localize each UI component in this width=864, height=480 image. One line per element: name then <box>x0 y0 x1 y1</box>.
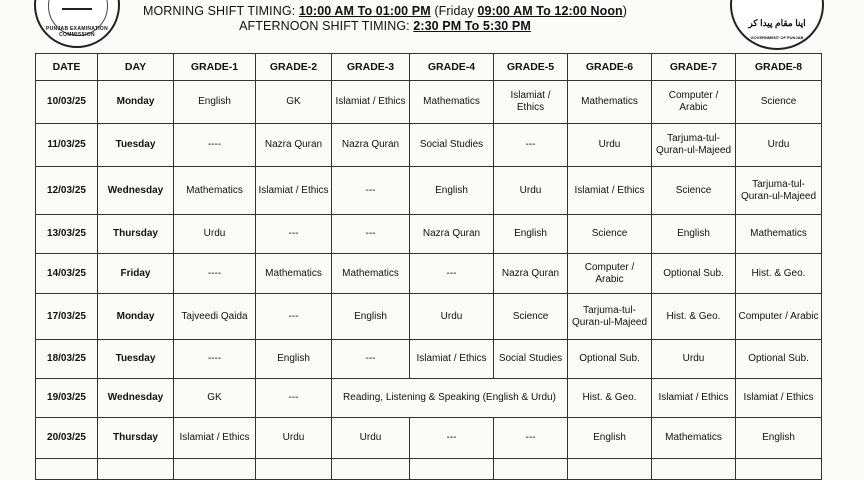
subject-cell: --- <box>410 254 494 294</box>
subject-cell: Optional Sub. <box>652 254 736 294</box>
morning-time: 10:00 AM To 01:00 PM <box>298 4 431 18</box>
empty-cell <box>494 459 568 480</box>
subject-cell: Islamiat / Ethics <box>174 418 256 459</box>
column-header: GRADE-4 <box>410 54 494 81</box>
table-row <box>36 167 822 215</box>
subject-cell: ---- <box>174 254 256 294</box>
empty-cell <box>736 459 822 480</box>
exam-schedule-table <box>35 53 822 480</box>
subject-cell: Urdu <box>494 167 568 215</box>
column-header: GRADE-2 <box>256 54 332 81</box>
subject-cell: --- <box>494 418 568 459</box>
column-header: GRADE-6 <box>568 54 652 81</box>
subject-cell: English <box>494 215 568 254</box>
empty-cell <box>568 459 652 480</box>
column-header: GRADE-5 <box>494 54 568 81</box>
empty-cell <box>652 459 736 480</box>
empty-cell <box>256 459 332 480</box>
subject-cell: ---- <box>174 124 256 167</box>
subject-cell: Hist. & Geo. <box>568 379 652 418</box>
subject-cell: Hist. & Geo. <box>652 294 736 340</box>
subject-cell: Science <box>568 215 652 254</box>
subject-cell: Optional Sub. <box>568 340 652 379</box>
empty-cell <box>174 459 256 480</box>
subject-cell: Islamiat / Ethics <box>410 340 494 379</box>
subject-cell: English <box>174 81 256 124</box>
subject-cell: Islamiat / Ethics <box>332 81 410 124</box>
subject-cell: --- <box>332 167 410 215</box>
friday-open: (Friday <box>430 4 478 18</box>
subject-cell: --- <box>256 379 332 418</box>
subject-cell: --- <box>410 418 494 459</box>
subject-cell: English <box>332 294 410 340</box>
subject-cell: Urdu <box>332 418 410 459</box>
subject-cell: Islamiat / Ethics <box>494 81 568 124</box>
subject-cell: Computer / Arabic <box>736 294 822 340</box>
subject-cell: English <box>410 167 494 215</box>
subject-cell: Social Studies <box>494 340 568 379</box>
subject-cell: Hist. & Geo. <box>736 254 822 294</box>
subject-cell: Tarjuma-tul-Quran-ul-Majeed <box>652 124 736 167</box>
column-header: GRADE-7 <box>652 54 736 81</box>
column-header: GRADE-3 <box>332 54 410 81</box>
subject-cell: ---- <box>174 340 256 379</box>
subject-cell: --- <box>256 215 332 254</box>
date-cell: 12/03/25 <box>36 167 98 215</box>
friday-time: 09:00 AM To 12:00 Noon <box>477 4 623 18</box>
date-cell: 17/03/25 <box>36 294 98 340</box>
subject-cell: Mathematics <box>410 81 494 124</box>
subject-cell: GK <box>174 379 256 418</box>
table-row <box>36 418 822 459</box>
empty-cell <box>98 459 174 480</box>
subject-cell: Science <box>736 81 822 124</box>
table-row <box>36 254 822 294</box>
day-cell: Wednesday <box>98 379 174 418</box>
empty-cell <box>36 459 98 480</box>
subject-cell: Science <box>652 167 736 215</box>
column-header: GRADE-8 <box>736 54 822 81</box>
subject-cell: Mathematics <box>736 215 822 254</box>
subject-cell: Mathematics <box>652 418 736 459</box>
subject-cell: Mathematics <box>332 254 410 294</box>
table-row <box>36 294 822 340</box>
subject-cell: --- <box>332 215 410 254</box>
empty-cell <box>410 459 494 480</box>
day-cell: Tuesday <box>98 340 174 379</box>
subject-cell: Nazra Quran <box>332 124 410 167</box>
subject-cell: English <box>568 418 652 459</box>
subject-cell: Mathematics <box>256 254 332 294</box>
subject-cell: Urdu <box>568 124 652 167</box>
day-cell: Monday <box>98 294 174 340</box>
subject-cell: Urdu <box>410 294 494 340</box>
subject-cell: Mathematics <box>568 81 652 124</box>
table-row-partial <box>36 459 822 480</box>
day-cell: Tuesday <box>98 124 174 167</box>
date-cell: 11/03/25 <box>36 124 98 167</box>
subject-cell: Science <box>494 294 568 340</box>
subject-cell: Optional Sub. <box>736 340 822 379</box>
subject-cell: --- <box>494 124 568 167</box>
table-row <box>36 379 822 418</box>
date-cell: 10/03/25 <box>36 81 98 124</box>
afternoon-time: 2:30 PM To 5:30 PM <box>413 19 531 33</box>
table-header-row <box>36 54 822 81</box>
subject-cell: Urdu <box>652 340 736 379</box>
subject-cell: Urdu <box>174 215 256 254</box>
table-row <box>36 215 822 254</box>
column-header: DAY <box>98 54 174 81</box>
subject-cell: Tarjuma-tul-Quran-ul-Majeed <box>736 167 822 215</box>
column-header: DATE <box>36 54 98 81</box>
day-cell: Monday <box>98 81 174 124</box>
date-cell: 13/03/25 <box>36 215 98 254</box>
subject-cell: Urdu <box>736 124 822 167</box>
subject-cell: Urdu <box>256 418 332 459</box>
subject-cell: Islamiat / Ethics <box>652 379 736 418</box>
subject-cell: Nazra Quran <box>256 124 332 167</box>
subject-cell: Mathematics <box>174 167 256 215</box>
subject-cell: Social Studies <box>410 124 494 167</box>
table-row <box>36 81 822 124</box>
afternoon-shift-timing <box>5 19 765 34</box>
subject-cell: Islamiat / Ethics <box>736 379 822 418</box>
date-cell: 20/03/25 <box>36 418 98 459</box>
friday-close: ) <box>622 4 628 18</box>
subject-cell: Computer / Arabic <box>568 254 652 294</box>
subject-cell: GK <box>256 81 332 124</box>
logo-left-text: PUNJAB EXAMINATION COMMISSION <box>46 26 108 38</box>
table-row <box>36 124 822 167</box>
subject-cell: --- <box>256 294 332 340</box>
subject-cell: Nazra Quran <box>410 215 494 254</box>
day-cell: Thursday <box>98 418 174 459</box>
subject-cell: Nazra Quran <box>494 254 568 294</box>
morning-shift-timing <box>5 4 765 19</box>
subject-cell: Tajveedi Qaida <box>174 294 256 340</box>
date-cell: 14/03/25 <box>36 254 98 294</box>
date-cell: 19/03/25 <box>36 379 98 418</box>
subject-cell: Islamiat / Ethics <box>256 167 332 215</box>
afternoon-label: AFTERNOON SHIFT TIMING: <box>239 19 414 33</box>
subject-cell: --- <box>332 340 410 379</box>
day-cell: Thursday <box>98 215 174 254</box>
morning-label: MORNING SHIFT TIMING: <box>142 4 299 18</box>
day-cell: Friday <box>98 254 174 294</box>
empty-cell <box>332 459 410 480</box>
subject-cell: Islamiat / Ethics <box>568 167 652 215</box>
subject-cell: English <box>256 340 332 379</box>
date-cell: 18/03/25 <box>36 340 98 379</box>
seal-urdu-motto: اپنا مقام پیدا کر <box>748 18 806 28</box>
subject-cell: Tarjuma-tul-Quran-ul-Majeed <box>568 294 652 340</box>
merged-subject-cell: Reading, Listening & Speaking (English & Urdu) <box>332 379 568 418</box>
day-cell: Wednesday <box>98 167 174 215</box>
subject-cell: English <box>652 215 736 254</box>
subject-cell: Computer / Arabic <box>652 81 736 124</box>
column-header: GRADE-1 <box>174 54 256 81</box>
seal-ring-text: GOVERNMENT OF PUNJAB <box>750 35 804 40</box>
subject-cell: English <box>736 418 822 459</box>
table-row <box>36 340 822 379</box>
